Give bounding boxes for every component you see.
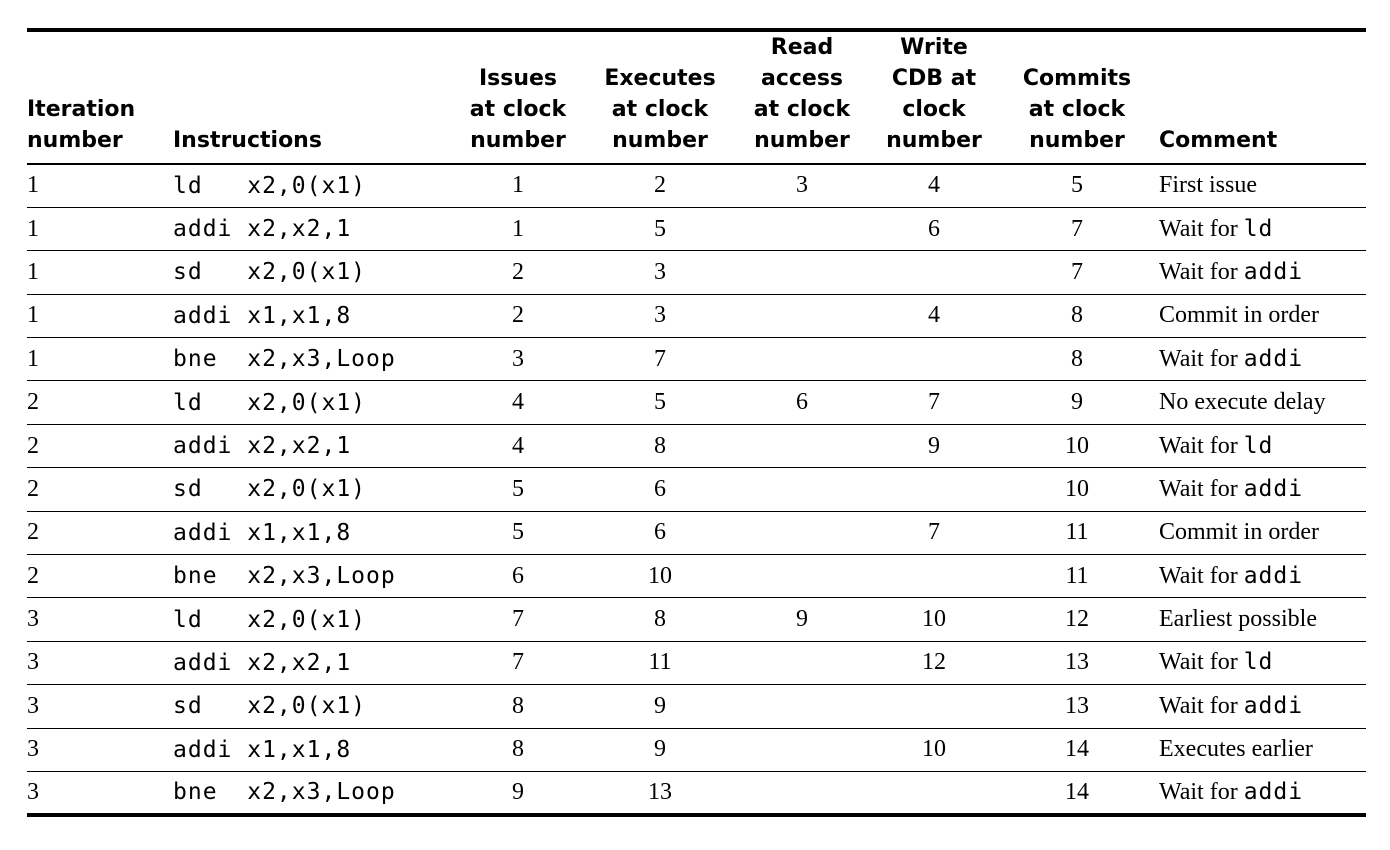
- commits-cell: 11: [995, 555, 1159, 598]
- comment-cell: [1159, 294, 1366, 337]
- write-cdb-cell: 4: [873, 294, 995, 337]
- header-line: access: [760, 66, 844, 91]
- header-instructions: [173, 30, 447, 164]
- instruction-cell: bne x2,x3,Loop: [173, 771, 447, 814]
- iteration-cell: 1: [27, 207, 173, 250]
- read-access-cell: [731, 251, 873, 294]
- header-line: Instructions: [173, 128, 322, 153]
- write-cdb-cell: 10: [873, 728, 995, 771]
- comment-text: Wait for: [1159, 778, 1244, 805]
- read-access-cell: 3: [731, 164, 873, 207]
- write-cdb-cell: 7: [873, 381, 995, 424]
- comment-cell: [1159, 207, 1366, 250]
- executes-cell: 7: [589, 338, 731, 381]
- write-cdb-cell: 10: [873, 598, 995, 641]
- read-access-cell: [731, 294, 873, 337]
- comment-code: ld: [1243, 432, 1274, 459]
- instruction-cell: addi x2,x2,1: [173, 207, 447, 250]
- header-line-spacer: [995, 32, 1159, 63]
- instruction-cell: addi x1,x1,8: [173, 728, 447, 771]
- comment-code: ld: [1243, 649, 1274, 676]
- header-line-spacer: [589, 32, 731, 63]
- issues-cell: 3: [447, 338, 589, 381]
- instruction-cell: addi x2,x2,1: [173, 641, 447, 684]
- comment-text: Commit in order: [1159, 302, 1319, 329]
- header-line: number: [27, 128, 123, 153]
- comment-code: addi: [1243, 562, 1304, 589]
- iteration-cell: 3: [27, 641, 173, 684]
- executes-cell: 11: [589, 641, 731, 684]
- comment-cell: [1159, 555, 1366, 598]
- header-line: Iteration: [27, 97, 136, 122]
- comment-text: Wait for: [1159, 215, 1244, 242]
- iteration-cell: 2: [27, 424, 173, 467]
- commits-cell: 7: [995, 251, 1159, 294]
- instruction-cell: ld x2,0(x1): [173, 598, 447, 641]
- header-line: at clock: [469, 97, 567, 122]
- table-row: [27, 598, 1366, 641]
- write-cdb-cell: [873, 685, 995, 728]
- executes-cell: 9: [589, 685, 731, 728]
- issues-cell: 4: [447, 381, 589, 424]
- comment-cell: [1159, 598, 1366, 641]
- executes-cell: 6: [589, 468, 731, 511]
- table-body: [27, 164, 1366, 815]
- table-row: [27, 338, 1366, 381]
- write-cdb-cell: [873, 771, 995, 814]
- table-row: [27, 555, 1366, 598]
- read-access-cell: [731, 207, 873, 250]
- comment-cell: [1159, 685, 1366, 728]
- instruction-cell: bne x2,x3,Loop: [173, 555, 447, 598]
- issues-cell: 2: [447, 294, 589, 337]
- comment-text: Earliest possible: [1159, 606, 1317, 633]
- header-write-cdb: [873, 30, 995, 164]
- comment-text: Wait for: [1159, 649, 1244, 676]
- comment-text: Wait for: [1159, 475, 1244, 502]
- executes-cell: 13: [589, 771, 731, 814]
- write-cdb-cell: [873, 251, 995, 294]
- instruction-cell: addi x1,x1,8: [173, 511, 447, 554]
- pipeline-timing-table-container: [27, 28, 1366, 817]
- commits-cell: 13: [995, 641, 1159, 684]
- header-line: at clock: [753, 97, 851, 122]
- header-comment: [1159, 30, 1366, 164]
- table-row: [27, 468, 1366, 511]
- write-cdb-cell: 12: [873, 641, 995, 684]
- header-line: Write: [900, 35, 968, 60]
- comment-code: addi: [1243, 258, 1304, 285]
- comment-text: No execute delay: [1159, 389, 1326, 416]
- instruction-cell: sd x2,0(x1): [173, 468, 447, 511]
- table-row: [27, 294, 1366, 337]
- read-access-cell: [731, 641, 873, 684]
- iteration-cell: 2: [27, 555, 173, 598]
- issues-cell: 7: [447, 641, 589, 684]
- comment-cell: [1159, 468, 1366, 511]
- header-line-spacer: [173, 32, 447, 63]
- instruction-cell: ld x2,0(x1): [173, 164, 447, 207]
- header-line: Read: [770, 35, 834, 60]
- header-line-spacer: [1159, 63, 1366, 94]
- issues-cell: 5: [447, 511, 589, 554]
- header-line: Executes: [604, 66, 716, 91]
- header-line: Commits: [1022, 66, 1132, 91]
- read-access-cell: [731, 468, 873, 511]
- header-line: number: [754, 128, 850, 153]
- comment-code: ld: [1243, 215, 1274, 242]
- table-row: [27, 728, 1366, 771]
- iteration-cell: 1: [27, 164, 173, 207]
- header-read-access: [731, 30, 873, 164]
- comment-text: First issue: [1159, 172, 1258, 199]
- commits-cell: 14: [995, 728, 1159, 771]
- executes-cell: 3: [589, 294, 731, 337]
- comment-cell: [1159, 338, 1366, 381]
- header-iteration: [27, 30, 173, 164]
- table-row: [27, 685, 1366, 728]
- comment-code: addi: [1243, 692, 1304, 719]
- comment-cell: [1159, 771, 1366, 814]
- iteration-cell: 2: [27, 468, 173, 511]
- issues-cell: 8: [447, 728, 589, 771]
- iteration-cell: 1: [27, 251, 173, 294]
- comment-code: addi: [1243, 345, 1304, 372]
- header-line-spacer: [1159, 32, 1366, 63]
- write-cdb-cell: 9: [873, 424, 995, 467]
- executes-cell: 3: [589, 251, 731, 294]
- table-row: [27, 381, 1366, 424]
- write-cdb-cell: 4: [873, 164, 995, 207]
- header-commits: [995, 30, 1159, 164]
- instruction-cell: bne x2,x3,Loop: [173, 338, 447, 381]
- comment-text: Wait for: [1159, 432, 1244, 459]
- header-line-spacer: [27, 63, 173, 94]
- issues-cell: 6: [447, 555, 589, 598]
- read-access-cell: [731, 424, 873, 467]
- write-cdb-cell: [873, 468, 995, 511]
- issues-cell: 4: [447, 424, 589, 467]
- table-row: [27, 164, 1366, 207]
- issues-cell: 1: [447, 164, 589, 207]
- iteration-cell: 3: [27, 685, 173, 728]
- comment-cell: [1159, 728, 1366, 771]
- comment-cell: [1159, 381, 1366, 424]
- read-access-cell: [731, 555, 873, 598]
- comment-text: Wait for: [1159, 258, 1244, 285]
- commits-cell: 13: [995, 685, 1159, 728]
- read-access-cell: [731, 771, 873, 814]
- table-row: [27, 641, 1366, 684]
- header-line: clock: [902, 97, 966, 122]
- table-row: [27, 771, 1366, 814]
- header-line: Issues: [478, 66, 558, 91]
- header-line-spacer: [447, 32, 589, 63]
- commits-cell: 5: [995, 164, 1159, 207]
- iteration-cell: 3: [27, 598, 173, 641]
- commits-cell: 10: [995, 424, 1159, 467]
- comment-cell: [1159, 164, 1366, 207]
- instruction-cell: ld x2,0(x1): [173, 381, 447, 424]
- header-executes: [589, 30, 731, 164]
- comment-text: Wait for: [1159, 345, 1244, 372]
- table-row: [27, 511, 1366, 554]
- header-line-spacer: [173, 63, 447, 94]
- read-access-cell: 6: [731, 381, 873, 424]
- header-line: CDB at: [891, 66, 977, 91]
- header-line-spacer: [27, 32, 173, 63]
- instruction-cell: addi x1,x1,8: [173, 294, 447, 337]
- comment-code: addi: [1243, 778, 1304, 805]
- issues-cell: 8: [447, 685, 589, 728]
- header-line-spacer: [173, 94, 447, 125]
- executes-cell: 5: [589, 207, 731, 250]
- iteration-cell: 2: [27, 381, 173, 424]
- iteration-cell: 3: [27, 728, 173, 771]
- commits-cell: 8: [995, 338, 1159, 381]
- read-access-cell: [731, 685, 873, 728]
- header-line-spacer: [1159, 94, 1366, 125]
- header-line: at clock: [1028, 97, 1126, 122]
- commits-cell: 12: [995, 598, 1159, 641]
- table-row: [27, 424, 1366, 467]
- comment-text: Executes earlier: [1159, 736, 1313, 763]
- write-cdb-cell: 6: [873, 207, 995, 250]
- commits-cell: 8: [995, 294, 1159, 337]
- header-issues: [447, 30, 589, 164]
- pipeline-timing-table: [27, 28, 1366, 817]
- comment-code: addi: [1243, 475, 1304, 502]
- header-line: at clock: [611, 97, 709, 122]
- issues-cell: 2: [447, 251, 589, 294]
- instruction-cell: sd x2,0(x1): [173, 251, 447, 294]
- table-row: [27, 207, 1366, 250]
- iteration-cell: 2: [27, 511, 173, 554]
- executes-cell: 6: [589, 511, 731, 554]
- issues-cell: 1: [447, 207, 589, 250]
- comment-cell: [1159, 424, 1366, 467]
- executes-cell: 9: [589, 728, 731, 771]
- comment-cell: [1159, 511, 1366, 554]
- executes-cell: 5: [589, 381, 731, 424]
- table-row: [27, 251, 1366, 294]
- comment-cell: [1159, 641, 1366, 684]
- header-row: [27, 30, 1366, 164]
- commits-cell: 9: [995, 381, 1159, 424]
- read-access-cell: [731, 511, 873, 554]
- read-access-cell: 9: [731, 598, 873, 641]
- write-cdb-cell: 7: [873, 511, 995, 554]
- header-line: number: [886, 128, 982, 153]
- executes-cell: 2: [589, 164, 731, 207]
- read-access-cell: [731, 728, 873, 771]
- issues-cell: 9: [447, 771, 589, 814]
- header-line: Comment: [1159, 128, 1278, 153]
- header-line: number: [1029, 128, 1125, 153]
- iteration-cell: 3: [27, 771, 173, 814]
- header-line: number: [470, 128, 566, 153]
- write-cdb-cell: [873, 338, 995, 381]
- iteration-cell: 1: [27, 338, 173, 381]
- commits-cell: 10: [995, 468, 1159, 511]
- commits-cell: 11: [995, 511, 1159, 554]
- executes-cell: 8: [589, 598, 731, 641]
- instruction-cell: addi x2,x2,1: [173, 424, 447, 467]
- comment-text: Wait for: [1159, 562, 1244, 589]
- executes-cell: 8: [589, 424, 731, 467]
- iteration-cell: 1: [27, 294, 173, 337]
- header-line: number: [612, 128, 708, 153]
- comment-text: Commit in order: [1159, 519, 1319, 546]
- instruction-cell: sd x2,0(x1): [173, 685, 447, 728]
- issues-cell: 5: [447, 468, 589, 511]
- commits-cell: 14: [995, 771, 1159, 814]
- comment-text: Wait for: [1159, 692, 1244, 719]
- read-access-cell: [731, 338, 873, 381]
- executes-cell: 10: [589, 555, 731, 598]
- comment-cell: [1159, 251, 1366, 294]
- commits-cell: 7: [995, 207, 1159, 250]
- issues-cell: 7: [447, 598, 589, 641]
- write-cdb-cell: [873, 555, 995, 598]
